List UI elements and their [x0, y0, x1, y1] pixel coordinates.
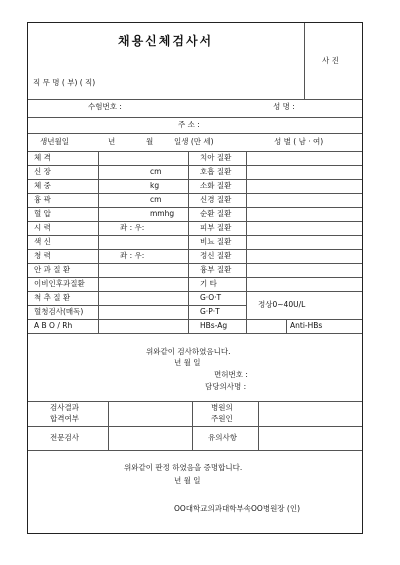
right-item-label: 비뇨 질환: [200, 237, 232, 246]
health-certificate-form: [27, 22, 363, 534]
right-item-label: 소화 질환: [200, 181, 232, 190]
certify-date: 년 월 일: [174, 358, 201, 367]
left-item-label: A B O / Rh: [34, 321, 73, 330]
doctor-name-field: 담당의사명 :: [205, 382, 247, 391]
left-item-value: 좌 : 우:: [120, 251, 145, 260]
left-item-label: 신 장: [34, 167, 51, 176]
result-label-line2: 합격여부: [50, 414, 79, 423]
remarks-label: 유의사항: [208, 433, 237, 442]
left-item-label: 이비인후과질환: [34, 279, 85, 288]
right-item-label: HBs-Ag: [200, 321, 228, 330]
final-statement: 위와같이 판정 하였음을 증명합니다.: [124, 463, 243, 472]
special-exam-label: 전문검사: [50, 433, 79, 442]
license-number-field: 면허번호 :: [214, 370, 248, 379]
address-field: 주 소 :: [178, 120, 200, 129]
hospital-label-line2: 주원인: [211, 414, 233, 423]
right-item-label: 호흡 질환: [200, 167, 232, 176]
right-item-label: 흉부 질환: [200, 265, 232, 274]
right-item-label: G·P·T: [200, 307, 220, 316]
hospital-director-signature: OO대학교의과대학부속OO병원장 (인): [174, 504, 301, 513]
right-item-label: G·O·T: [200, 293, 222, 302]
job-title-field: 직 무 명 ( 부) ( 직): [33, 78, 96, 87]
gender-field: 성 별 ( 남 · 여): [274, 137, 324, 146]
left-item-label: 혈청검사(매독): [34, 307, 84, 316]
exam-number-field: 수험번호 :: [88, 102, 122, 111]
left-item-label: 체 중: [34, 181, 51, 190]
right-item-label: 순환 질환: [200, 209, 232, 218]
left-item-label: 청 력: [34, 251, 51, 260]
left-item-label: 안 과 질 환: [34, 265, 71, 274]
left-item-value: mmhg: [150, 209, 175, 218]
right-item-label: 신경 질환: [200, 195, 232, 204]
left-item-value: cm: [150, 195, 162, 204]
name-field: 성 명 :: [273, 102, 295, 111]
result-label-line1: 검사결과: [50, 403, 79, 412]
right-item-label: 피부 질환: [200, 223, 232, 232]
final-date: 년 월 일: [174, 476, 201, 485]
left-item-value: 좌 : 우:: [120, 223, 145, 232]
right-item-label: 정신 질환: [200, 251, 232, 260]
left-item-label: 혈 압: [34, 209, 51, 218]
left-item-label: 체 격: [34, 153, 51, 162]
birth-year: 년: [108, 137, 116, 146]
hospital-label-line1: 병원의: [211, 403, 233, 412]
photo-box-divider: [304, 23, 305, 99]
left-item-label: 시 력: [34, 223, 51, 232]
left-item-label: 색 신: [34, 237, 51, 246]
form-title: 채용신체검사서: [118, 34, 214, 48]
left-item-value: cm: [150, 167, 162, 176]
anti-hbs-label: Anti-HBs: [290, 321, 323, 330]
left-item-label: 흉 곽: [34, 195, 51, 204]
right-item-label: 기 타: [200, 279, 217, 288]
right-item-label: 치아 질환: [200, 153, 232, 162]
left-item-value: kg: [150, 181, 160, 190]
normal-range-label: 정상0~40U/L: [258, 300, 306, 309]
certify-statement: 위와같이 검사하였음니다.: [146, 347, 231, 356]
birthdate-label: 생년월일: [40, 137, 69, 146]
photo-label: 사 진: [322, 56, 339, 65]
birth-month: 월: [146, 137, 154, 146]
left-item-label: 척 추 질 환: [34, 293, 71, 302]
birth-day-age: 일생 (만 세): [174, 137, 214, 146]
